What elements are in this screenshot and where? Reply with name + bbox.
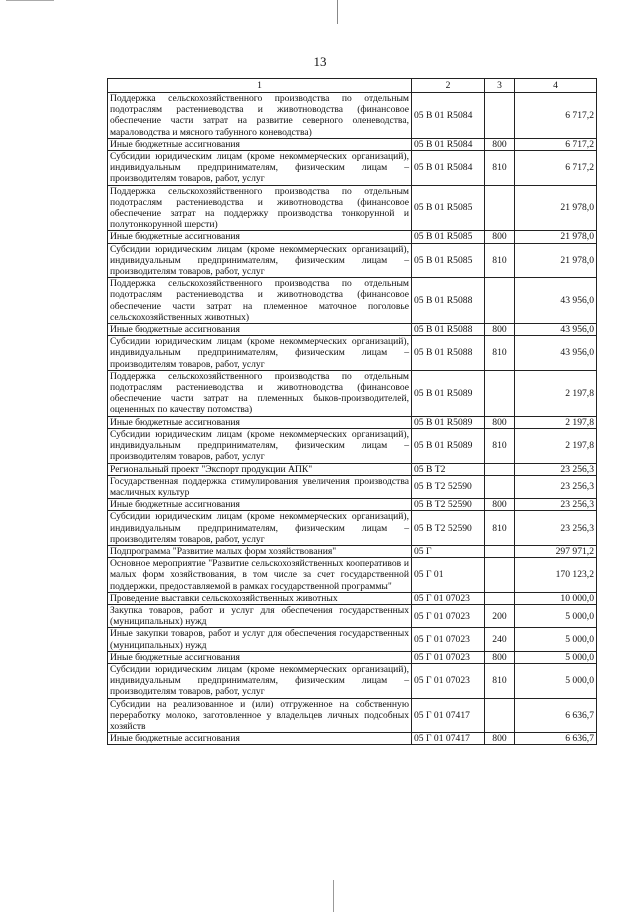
row-name-cell: Поддержка сельскохозяйственного производства по отдельным подотраслям растениеводства и животноводства (финансовое обеспечение части затрат на племенное маточное поголовье сельскохозяйственных животных) xyxy=(108,278,412,324)
row-name-cell: Иные закупки товаров, работ и услуг для обеспечения государственных (муниципальных) нужд xyxy=(108,628,412,651)
row-expense-type-cell xyxy=(485,558,515,593)
table-row xyxy=(108,698,597,733)
row-name-cell: Проведение выставки сельскохозяйственных животных xyxy=(108,592,412,604)
row-amount-cell: 5 000,0 xyxy=(515,663,597,698)
row-amount-cell: 6 717,2 xyxy=(515,138,597,150)
table-row xyxy=(108,651,597,663)
row-expense-type-cell xyxy=(485,592,515,604)
row-amount-cell: 6 636,7 xyxy=(515,733,597,745)
header-col-4: 4 xyxy=(515,79,597,93)
row-code-cell: 05 В 01 R5088 xyxy=(412,278,485,324)
row-name-cell: Иные бюджетные ассигнования xyxy=(108,138,412,150)
row-name-cell: Иные бюджетные ассигнования xyxy=(108,651,412,663)
row-name-cell: Субсидии юридическим лицам (кроме некоммерческих организаций), индивидуальным предпринимателям, физическим лицам – производителям товаров, работ, услуг xyxy=(108,511,412,546)
row-code-cell: 05 В 01 R5088 xyxy=(412,324,485,336)
table-row xyxy=(108,428,597,463)
table-row xyxy=(108,324,597,336)
row-amount-cell: 6 636,7 xyxy=(515,698,597,733)
row-name-cell: Региональный проект "Экспорт продукции АПК" xyxy=(108,463,412,475)
row-amount-cell: 21 978,0 xyxy=(515,231,597,243)
scan-edge-mark xyxy=(6,0,54,1)
row-code-cell: 05 Г 01 07023 xyxy=(412,628,485,651)
row-expense-type-cell: 810 xyxy=(485,336,515,371)
row-expense-type-cell xyxy=(485,698,515,733)
row-amount-cell: 2 197,8 xyxy=(515,428,597,463)
table-row xyxy=(108,93,597,139)
table-row xyxy=(108,336,597,371)
table-row xyxy=(108,243,597,278)
row-code-cell: 05 В 01 R5089 xyxy=(412,428,485,463)
row-code-cell: 05 В Т2 52590 xyxy=(412,511,485,546)
row-name-cell: Субсидии на реализованное и (или) отгруженное на собственную переработку молоко, заготовленное у владельцев личных подсобных хозяйств xyxy=(108,698,412,733)
table-row xyxy=(108,511,597,546)
row-expense-type-cell xyxy=(485,545,515,557)
row-name-cell: Субсидии юридическим лицам (кроме некоммерческих организаций), индивидуальным предпринимателям, физическим лицам – производителям товаров, работ, услуг xyxy=(108,428,412,463)
row-name-cell: Субсидии юридическим лицам (кроме некоммерческих организаций), индивидуальным предпринимателям, физическим лицам – производителям товаров, работ, услуг xyxy=(108,243,412,278)
row-amount-cell: 5 000,0 xyxy=(515,604,597,627)
row-expense-type-cell xyxy=(485,93,515,139)
row-expense-type-cell xyxy=(485,278,515,324)
table-row xyxy=(108,463,597,475)
row-code-cell: 05 В 01 R5085 xyxy=(412,231,485,243)
row-amount-cell: 170 123,2 xyxy=(515,558,597,593)
page-number: 13 xyxy=(313,54,327,69)
row-name-cell: Иные бюджетные ассигнования xyxy=(108,416,412,428)
header-col-3: 3 xyxy=(485,79,515,93)
row-code-cell: 05 В 01 R5084 xyxy=(412,151,485,186)
header-col-2: 2 xyxy=(412,79,485,93)
row-amount-cell: 43 956,0 xyxy=(515,336,597,371)
table-row xyxy=(108,185,597,231)
row-expense-type-cell xyxy=(485,370,515,416)
row-name-cell: Поддержка сельскохозяйственного производства по отдельным подотраслям растениеводства и животноводства (финансовое обеспечение затрат на поддержку производства тонкорунной и полутонкорунной шерсти) xyxy=(108,185,412,231)
row-amount-cell: 10 000,0 xyxy=(515,592,597,604)
row-amount-cell: 23 256,3 xyxy=(515,463,597,475)
row-code-cell: 05 В 01 R5085 xyxy=(412,243,485,278)
budget-table xyxy=(107,78,597,745)
row-expense-type-cell: 800 xyxy=(485,499,515,511)
row-name-cell: Субсидии юридическим лицам (кроме некоммерческих организаций), индивидуальным предпринимателям, физическим лицам – производителям товаров, работ, услуг xyxy=(108,151,412,186)
row-name-cell: Закупка товаров, работ и услуг для обеспечения государственных (муниципальных) нужд xyxy=(108,604,412,627)
table-row xyxy=(108,733,597,745)
row-amount-cell: 43 956,0 xyxy=(515,324,597,336)
row-expense-type-cell xyxy=(485,475,515,498)
table-row xyxy=(108,151,597,186)
row-code-cell: 05 В 01 R5089 xyxy=(412,370,485,416)
row-expense-type-cell: 200 xyxy=(485,604,515,627)
table-row xyxy=(108,558,597,593)
row-name-cell: Субсидии юридическим лицам (кроме некоммерческих организаций), индивидуальным предпринимателям, физическим лицам – производителям товаров, работ, услуг xyxy=(108,336,412,371)
row-expense-type-cell: 800 xyxy=(485,733,515,745)
table-row xyxy=(108,231,597,243)
row-expense-type-cell: 810 xyxy=(485,428,515,463)
row-expense-type-cell: 810 xyxy=(485,151,515,186)
row-amount-cell: 23 256,3 xyxy=(515,499,597,511)
row-expense-type-cell: 810 xyxy=(485,511,515,546)
row-name-cell: Иные бюджетные ассигнования xyxy=(108,499,412,511)
row-name-cell: Поддержка сельскохозяйственного производства по отдельным подотраслям растениеводства и животноводства (финансовое обеспечение части затрат на развитие северного оленеводства, мараловодства и мясного табунного коневодства) xyxy=(108,93,412,139)
row-code-cell: 05 Г 01 07023 xyxy=(412,651,485,663)
row-expense-type-cell: 240 xyxy=(485,628,515,651)
row-code-cell: 05 В 01 R5085 xyxy=(412,185,485,231)
table-row xyxy=(108,138,597,150)
table-row xyxy=(108,628,597,651)
row-code-cell: 05 Г xyxy=(412,545,485,557)
row-amount-cell: 297 971,2 xyxy=(515,545,597,557)
row-expense-type-cell: 800 xyxy=(485,231,515,243)
row-expense-type-cell: 810 xyxy=(485,243,515,278)
row-code-cell: 05 Г 01 07417 xyxy=(412,698,485,733)
header-col-1: 1 xyxy=(108,79,412,93)
scan-margin-mark xyxy=(337,0,338,24)
row-code-cell: 05 В Т2 xyxy=(412,463,485,475)
table-row xyxy=(108,545,597,557)
table-row xyxy=(108,592,597,604)
table-body xyxy=(108,93,597,745)
row-amount-cell: 5 000,0 xyxy=(515,651,597,663)
table-row xyxy=(108,475,597,498)
row-expense-type-cell: 800 xyxy=(485,416,515,428)
row-code-cell: 05 В Т2 52590 xyxy=(412,499,485,511)
row-code-cell: 05 В Т2 52590 xyxy=(412,475,485,498)
row-code-cell: 05 Г 01 xyxy=(412,558,485,593)
row-code-cell: 05 Г 01 07023 xyxy=(412,592,485,604)
row-code-cell: 05 Г 01 07023 xyxy=(412,663,485,698)
row-amount-cell: 21 978,0 xyxy=(515,185,597,231)
table-header xyxy=(108,79,597,93)
row-name-cell: Государственная поддержка стимулирования увеличения производства масличных культур xyxy=(108,475,412,498)
row-amount-cell: 43 956,0 xyxy=(515,278,597,324)
row-amount-cell: 21 978,0 xyxy=(515,243,597,278)
table-row xyxy=(108,499,597,511)
row-code-cell: 05 В 01 R5084 xyxy=(412,93,485,139)
row-name-cell: Иные бюджетные ассигнования xyxy=(108,733,412,745)
row-name-cell: Подпрограмма "Развитие малых форм хозяйствования" xyxy=(108,545,412,557)
row-code-cell: 05 Г 01 07417 xyxy=(412,733,485,745)
row-amount-cell: 6 717,2 xyxy=(515,93,597,139)
row-code-cell: 05 В 01 R5088 xyxy=(412,336,485,371)
row-name-cell: Иные бюджетные ассигнования xyxy=(108,324,412,336)
scan-margin-mark-bottom xyxy=(333,880,334,912)
row-amount-cell: 2 197,8 xyxy=(515,416,597,428)
row-expense-type-cell: 810 xyxy=(485,663,515,698)
table-row xyxy=(108,416,597,428)
row-name-cell: Основное мероприятие "Развитие сельскохозяйственных кооперативов и малых форм хозяйствования, в том числе за счет государственной поддержки, предоставляемой в рамках государственной программы" xyxy=(108,558,412,593)
row-expense-type-cell: 800 xyxy=(485,651,515,663)
row-amount-cell: 23 256,3 xyxy=(515,475,597,498)
row-expense-type-cell xyxy=(485,463,515,475)
row-code-cell: 05 Г 01 07023 xyxy=(412,604,485,627)
row-amount-cell: 2 197,8 xyxy=(515,370,597,416)
table-row xyxy=(108,604,597,627)
table-row xyxy=(108,278,597,324)
row-name-cell: Субсидии юридическим лицам (кроме некоммерческих организаций), индивидуальным предпринимателям, физическим лицам – производителям товаров, работ, услуг xyxy=(108,663,412,698)
table-row xyxy=(108,663,597,698)
row-name-cell: Иные бюджетные ассигнования xyxy=(108,231,412,243)
row-expense-type-cell: 800 xyxy=(485,324,515,336)
row-amount-cell: 6 717,2 xyxy=(515,151,597,186)
row-amount-cell: 23 256,3 xyxy=(515,511,597,546)
row-amount-cell: 5 000,0 xyxy=(515,628,597,651)
row-expense-type-cell xyxy=(485,185,515,231)
row-name-cell: Поддержка сельскохозяйственного производства по отдельным подотраслям растениеводства и животноводства (финансовое обеспечение части затрат на племенных быков-производителей, оцененных по качеству потомства) xyxy=(108,370,412,416)
table-row xyxy=(108,370,597,416)
header-row xyxy=(108,79,597,93)
row-code-cell: 05 В 01 R5084 xyxy=(412,138,485,150)
row-expense-type-cell: 800 xyxy=(485,138,515,150)
row-code-cell: 05 В 01 R5089 xyxy=(412,416,485,428)
